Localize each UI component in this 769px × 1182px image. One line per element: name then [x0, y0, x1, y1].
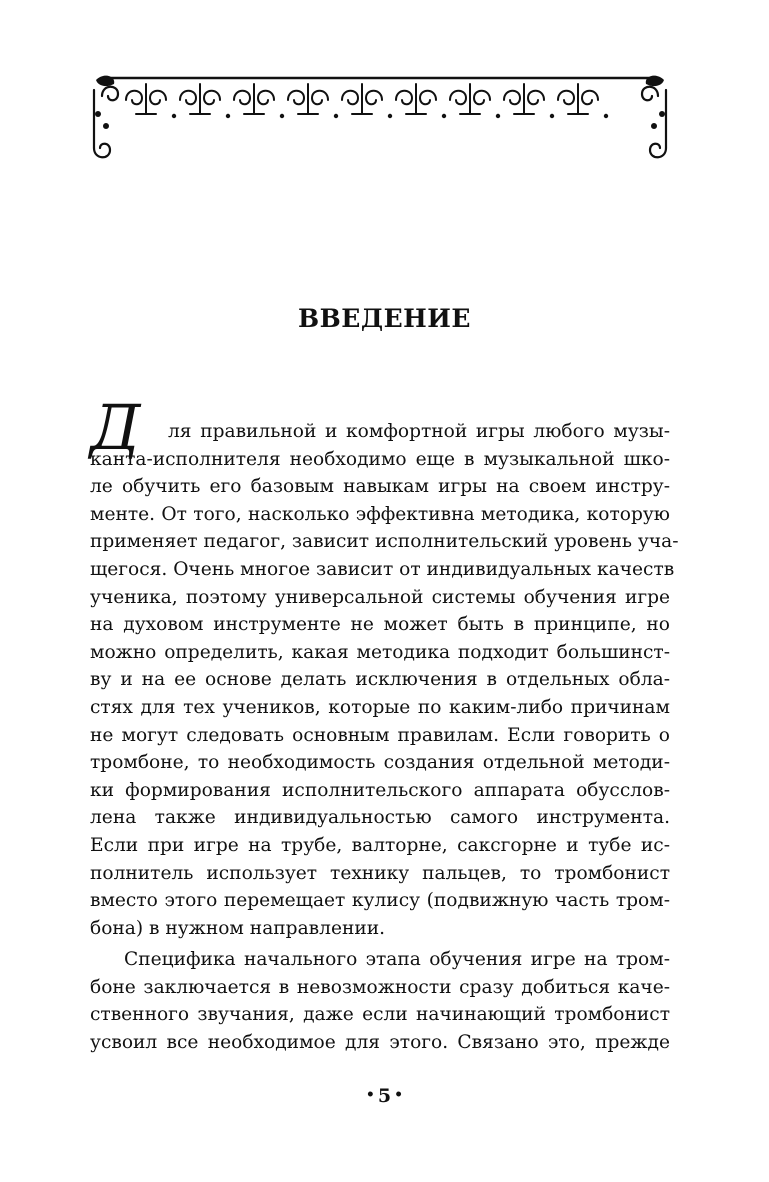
paragraph-1-line: лена также индивидуальностью самого инструмента. — [90, 807, 670, 829]
paragraph-1-line: на духовом инструменте не может быть в принципе, но — [90, 614, 670, 636]
paragraph-1-line: щегося. Очень многое зависит от индивидуальных качеств — [90, 558, 675, 580]
page-number-value: 5 — [377, 1085, 392, 1107]
paragraph-1-line: бона) в нужном направлении. — [90, 917, 386, 939]
body-text — [90, 391, 679, 1057]
paragraph-1-line: Если при игре на трубе, валторне, саксгорне и тубе ис- — [90, 834, 670, 856]
chapter-title: ВВЕДЕНИЕ — [298, 304, 471, 333]
paragraph-2-line: усвоил все необходимое для этого. Связано это, прежде — [90, 1032, 670, 1054]
ornamental-header — [88, 70, 672, 162]
paragraph-1-line: вместо этого перемещает кулису (подвижную часть тром- — [90, 890, 670, 912]
paragraph-1-line: менте. От того, насколько эффективна методика, которую — [90, 503, 670, 525]
page-number — [0, 1085, 769, 1107]
paragraph-1-line: ву и на ее основе делать исключения в отдельных обла- — [90, 669, 670, 691]
paragraph-1-line: применяет педагог, зависит исполнительский уровень уча- — [90, 531, 679, 553]
paragraph-1-line: канта-исполнителя необходимо еще в музыкальной шко- — [90, 448, 670, 470]
paragraph-2-line: Специфика начального этапа обучения игре на тром- — [124, 949, 670, 971]
paragraph-1-line: не могут следовать основным правилам. Если говорить о — [90, 724, 670, 746]
drop-cap: Д — [90, 391, 141, 464]
paragraph-1-line: полнитель использует технику пальцев, то тромбонист — [90, 862, 670, 884]
paragraph-2-line: боне заключается в невозможности сразу добиться каче- — [90, 976, 670, 998]
paragraph-1-line-1: Д ля правильной и комфортной игры любого музы- — [90, 391, 670, 464]
paragraph-2-line: ственного звучания, даже если начинающий тромбонист — [90, 1004, 670, 1026]
page-number-dot-right: • — [394, 1087, 404, 1103]
paragraph-1-line: ученика, поэтому универсальной системы обучения игре — [90, 586, 670, 608]
paragraph-1-line: ки формирования исполнительского аппарата обусслов- — [90, 779, 670, 801]
paragraph-1-line: тромбоне, то необходимость создания отдельной методи- — [90, 752, 670, 774]
paragraph-1-line: ле обучить его базовым навыкам игры на своем инстру- — [90, 476, 670, 498]
paragraph-1-line: можно определить, какая методика подходит большинст- — [90, 641, 670, 663]
page-number-dot-left: • — [365, 1087, 375, 1103]
paragraph-1-line: стях для тех учеников, которые по каким-либо причинам — [90, 696, 670, 718]
